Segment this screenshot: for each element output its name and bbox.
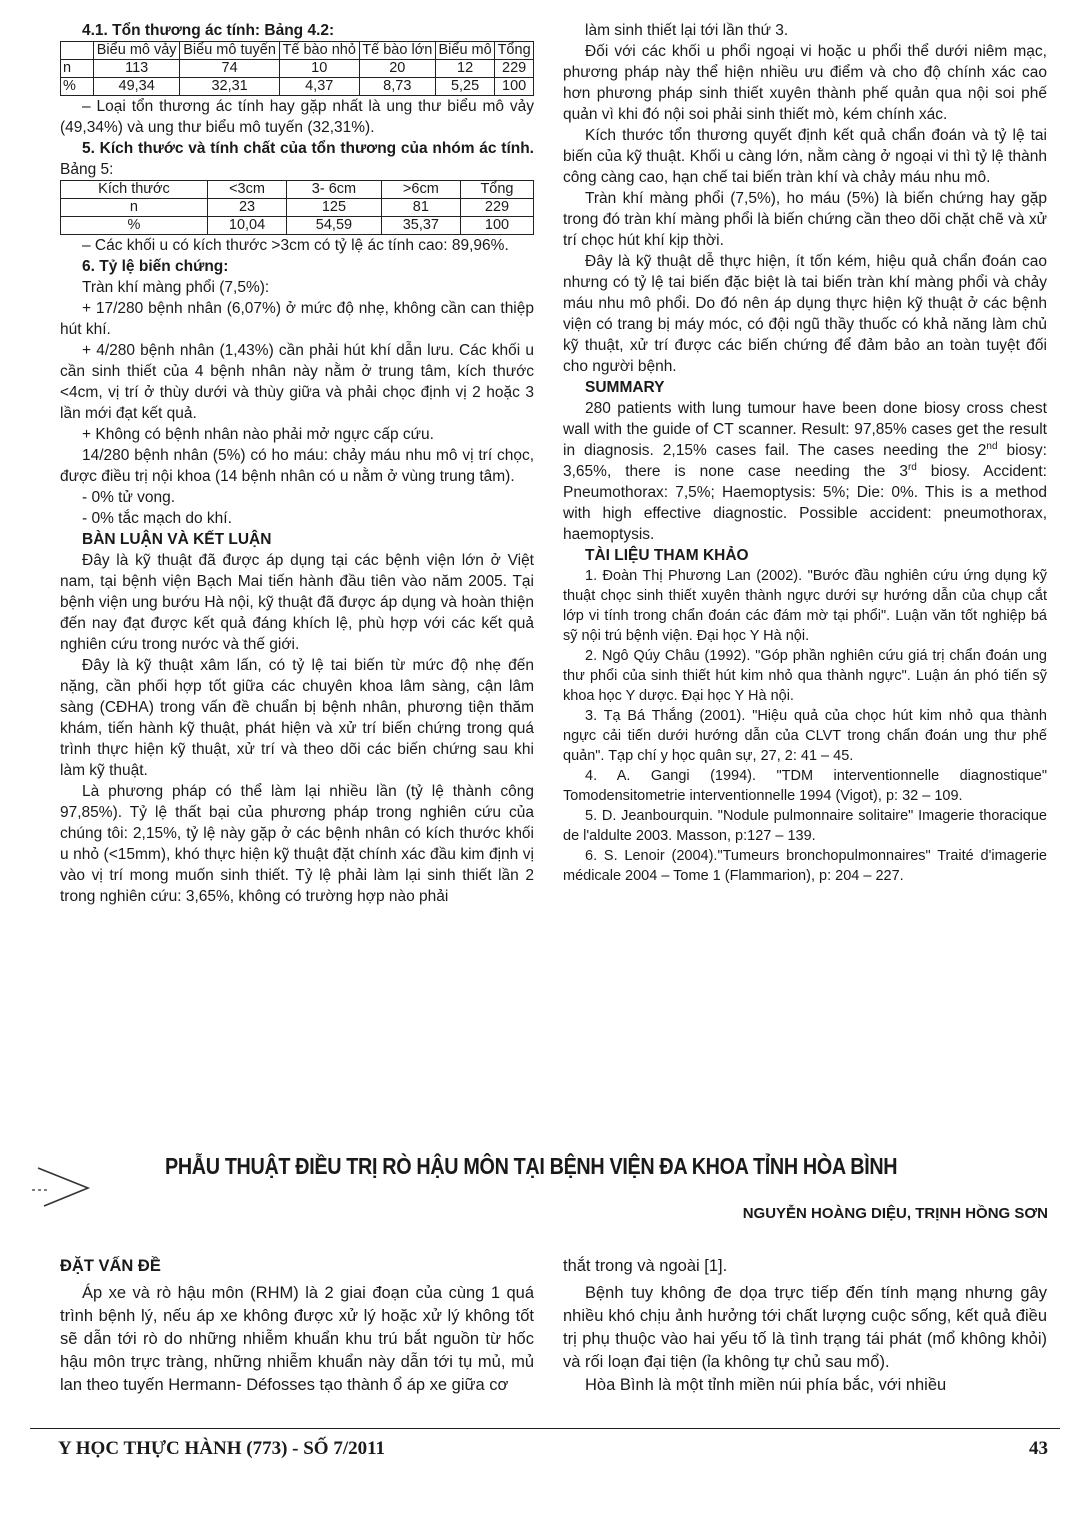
paragraph: Đây là kỹ thuật đã được áp dụng tại các bệnh viện lớn ở Việt nam, tại bệnh viện Bạch Mai tiến hành đầu tiên vào năm 2005. Tại bệnh viện ung bướu Hà nội, kỹ thuật đã được áp dụng và hoàn thiện đến nay đạt được kết quả đáng khích lệ, phù hợp với các kết quả nghiên cứu trong nước và thế giới. <box>60 552 534 653</box>
table-cell: 20 <box>359 60 435 78</box>
paragraph: Đối với các khối u phổi ngoại vi hoặc u phổi thể dưới niêm mạc, phương pháp này thể hiện nhiều ưu điểm và cho độ chính xác cao hơn phương pháp sinh thiết xuyên thành phế quản qua nội soi phế quản vì khi đó nội soi phải sinh thiết mò, kém chính xác. <box>563 43 1047 123</box>
paragraph: – Loại tổn thương ác tính hay gặp nhất là ung thư biểu mô vảy (49,34%) và ung thư biểu mô tuyến (32,31%). <box>60 98 534 136</box>
table-cell: 54,59 <box>287 217 382 235</box>
superscript: nd <box>986 440 998 452</box>
paragraph: + 4/280 bệnh nhân (1,43%) cần phải hút khí dẫn lưu. Các khối u cần sinh thiết của 4 bệnh nhân này nằm ở trung tâm, kích thước <4cm, vị trí ở thùy dưới và thùy giữa và phải chọc định vị 2 hoặc 3 lần mới đạt kết quả. <box>60 342 534 422</box>
table-cell: 32,31 <box>180 78 279 96</box>
table-cell: 3- 6cm <box>287 181 382 199</box>
table-cell: 113 <box>94 60 180 78</box>
paragraph: Tràn khí màng phổi (7,5%): <box>82 279 270 296</box>
table-cell: Biểu mô <box>435 42 494 60</box>
article-title: PHẪU THUẬT ĐIỀU TRỊ RÒ HẬU MÔN TẠI BỆNH VIỆN ĐA KHOA TỈNH HÒA BÌNH <box>165 1153 898 1179</box>
summary-text: biosy. Accident: Pneumothorax: 7,5%; Haemoptysis: 5%; Die: 0%. This is a method with high effective diagnostic. Possible accident: pneumothorax, haemoptysis. <box>563 463 1047 543</box>
table-malignant-types <box>60 41 534 96</box>
table-cell: 229 <box>495 60 534 78</box>
paragraph: + Không có bệnh nhân nào phải mở ngực cấp cứu. <box>82 426 434 443</box>
table-cell: Biểu mô vảy <box>94 42 180 60</box>
paragraph: Đây là kỹ thuật dễ thực hiện, ít tốn kém, hiệu quả chẩn đoán cao nhưng có tỷ lệ tai biến đặc biệt là tai biến tràn khí màng phổi và chảy máu nhu mô phổi. Do đó nên áp dụng thực hiện kỹ thuật ở các bệnh viện có trang bị máy móc, có đội ngũ thầy thuốc có khả năng làm chủ kỹ thuật, xử trí được các biến chứng để đảm bảo an toàn tuyệt đối cho người bệnh. <box>563 253 1047 375</box>
section-heading-4-1: 4.1. Tổn thương ác tính: Bảng 4.2: <box>82 22 335 39</box>
table-cell: 23 <box>207 199 286 217</box>
table-row <box>61 217 534 235</box>
article-right-column <box>563 1255 1047 1397</box>
paragraph: Tràn khí màng phổi (7,5%), ho máu (5%) là biến chứng hay gặp trong đó tràn khí màng phổi là biến chứng cần theo dõi chặt chẽ và xử trí chọc hút khí kịp thời. <box>563 190 1047 249</box>
paragraph: Bệnh tuy không đe dọa trực tiếp đến tính mạng nhưng gây nhiều khó chịu ảnh hưởng tới chất lượng cuộc sống, kết quả điều trị phụ thuộc vào hai yếu tố là tình trạng tái phát (mổ không khỏi) và rối loạn đại tiện (ỉa không tự chủ sau mổ). <box>563 1284 1047 1371</box>
paragraph: - 0% tắc mạch do khí. <box>82 510 232 527</box>
table-cell: 49,34 <box>94 78 180 96</box>
table-cell: 8,73 <box>359 78 435 96</box>
table-cell: 229 <box>460 199 533 217</box>
superscript: rd <box>907 461 917 473</box>
table-cell: >6cm <box>381 181 460 199</box>
table-cell: <3cm <box>207 181 286 199</box>
summary-paragraph <box>563 398 1047 545</box>
paragraph: Hòa Bình là một tỉnh miền núi phía bắc, với nhiều <box>585 1376 947 1394</box>
page-number: 43 <box>1029 1438 1048 1459</box>
paragraph: - 0% tử vong. <box>82 489 176 506</box>
table-row <box>61 78 534 96</box>
table-cell: Kích thước <box>61 181 208 199</box>
paragraph: + 17/280 bệnh nhân (6,07%) ở mức độ nhẹ, không cần can thiệp hút khí. <box>60 300 534 338</box>
section-heading-5: 5. Kích thước và tính chất của tổn thương của nhóm ác tính. <box>82 140 534 157</box>
paragraph: 14/280 bệnh nhân (5%) có ho máu: chảy máu nhu mô vị trí chọc, được điều trị nội khoa (14 bệnh nhân có u nằm ở vùng trung tâm). <box>60 447 534 485</box>
table-cell: 12 <box>435 60 494 78</box>
table-caption: Bảng 5: <box>60 161 114 178</box>
section-heading-summary: SUMMARY <box>585 379 665 396</box>
reference-item: 6. S. Lenoir (2004)."Tumeurs bronchopulmonnaires" Traité d'imagerie médicale 2004 – Tome 1 (Flammarion), p: 204 – 227. <box>563 848 1047 884</box>
paragraph: – Các khối u có kích thước >3cm có tỷ lệ ác tính cao: 89,96%. <box>82 237 509 254</box>
table-cell: Tổng <box>495 42 534 60</box>
table-cell: Biểu mô tuyến <box>180 42 279 60</box>
table-cell: 81 <box>381 199 460 217</box>
table-cell: % <box>61 78 94 96</box>
article-left-column <box>60 1255 534 1397</box>
reference-item: 1. Đoàn Thị Phương Lan (2002). "Bước đầu nghiên cứu ứng dụng kỹ thuật chọc sinh thiết xuyên thành ngực dưới sự hướng dẫn của chụp cắt lớp vi tính trong chẩn đoán các đám mờ tại phổi". Luận văn tốt nghiệp bá sỹ nội trú bệnh viện. Đại học Y Hà nội. <box>563 568 1047 644</box>
table-header-row <box>61 181 534 199</box>
footer-divider <box>30 1428 1060 1429</box>
article-authors: NGUYỄN HOÀNG DIỆU, TRỊNH HỒNG SƠN <box>742 1205 1048 1222</box>
paragraph: Áp xe và rò hậu môn (RHM) là 2 giai đoạn của cùng 1 quá trình bệnh lý, nếu áp xe không được xử lý hoặc xử lý không tốt sẽ dẫn tới rò do những nhiễm khuẩn khu trú bắt nguồn từ hốc hậu môn trực tràng, những nhiễm khuẩn này dẫn tới tụ mủ, mủ lan theo tuyến Hermann- Défosses tạo thành ổ áp xe giữa cơ <box>60 1284 534 1394</box>
table-cell: Tế bào nhỏ <box>279 42 359 60</box>
table-cell: 125 <box>287 199 382 217</box>
table-cell <box>61 42 94 60</box>
table-cell: 4,37 <box>279 78 359 96</box>
table-cell: 10,04 <box>207 217 286 235</box>
paragraph: Là phương pháp có thể làm lại nhiều lần (tỷ lệ thành công 97,85%). Tỷ lệ thất bại của phương pháp trong nghiên cứu của chúng tôi: 2,15%, tỷ lệ này gặp ở các bệnh nhân có kích thước khối u nhỏ (<15mm), khó thực hiện kỹ thuật đặt chính xác đầu kim định vị vào vị trí mong muốn sinh thiết. Tỷ lệ phải làm lại sinh thiết lần 2 trong nghiên cứu: 3,65%, không có trường hợp nào phải <box>60 783 534 905</box>
reference-item: 4. A. Gangi (1994). "TDM interventionnelle diagnostique" Tomodensitometrie interventionnelle 1994 (Vigot), p: 32 – 109. <box>563 768 1047 804</box>
table-cell: 100 <box>460 217 533 235</box>
table-cell: 74 <box>180 60 279 78</box>
paragraph: Kích thước tổn thương quyết định kết quả chẩn đoán và tỷ lệ tai biến của kỹ thuật. Khối u càng lớn, nằm càng ở ngoại vi thì tỷ lệ thành công càng cao, hạn chế tai biến tràn khí và chảy máu nhu mô. <box>563 127 1047 186</box>
table-row <box>61 199 534 217</box>
table-cell: n <box>61 60 94 78</box>
left-column <box>60 20 534 907</box>
table-cell: 10 <box>279 60 359 78</box>
paragraph: làm sinh thiết lại tới lần thứ 3. <box>585 22 789 39</box>
table-cell: 5,25 <box>435 78 494 96</box>
table-cell: Tổng <box>460 181 533 199</box>
section-heading-discussion: BÀN LUẬN VÀ KẾT LUẬN <box>82 531 272 548</box>
reference-item: 5. D. Jeanbourquin. "Nodule pulmonnaire solitaire" Imagerie thoracique de l'aldulte 2003. Masson, p:127 – 139. <box>563 808 1047 844</box>
paragraph: thắt trong và ngoài [1]. <box>563 1257 728 1275</box>
arrow-icon <box>30 1160 100 1210</box>
summary-text: biosy: 3,65%, there is none case needing the 3 <box>563 442 1047 480</box>
table-cell: 100 <box>495 78 534 96</box>
table-cell: 35,37 <box>381 217 460 235</box>
paragraph: Đây là kỹ thuật xâm lấn, có tỷ lệ tai biến từ mức độ nhẹ đến nặng, cần phối hợp tốt giữa các chuyên khoa lâm sàng, cận lâm sàng (CĐHA) trong vấn đề chuẩn bị bệnh nhân, phương tiện thăm khám, tiến hành kỹ thuật, phát hiện và xử trí biến chứng trong quá trình thực hiện kỹ thuật, xử trí và theo dõi các biến chứng sau khi làm kỹ thuật. <box>60 657 534 779</box>
journal-name: Y HỌC THỰC HÀNH (773) - SỐ 7/2011 <box>58 1438 386 1459</box>
table-cell: n <box>61 199 208 217</box>
reference-list <box>563 566 1047 886</box>
table-cell: % <box>61 217 208 235</box>
section-heading-references: TÀI LIỆU THAM KHẢO <box>585 547 749 564</box>
table-row <box>61 60 534 78</box>
right-column <box>563 20 1047 886</box>
section-heading-6: 6. Tỷ lệ biến chứng: <box>82 258 229 275</box>
summary-text: 280 patients with lung tumour have been done biosy cross chest wall with the guide of CT scanner. Result: 97,85% cases get the result in diagnosis. 2,15% cases fail. The cases needing the 2 <box>563 400 1047 459</box>
table-header-row <box>61 42 534 60</box>
table-lesion-size <box>60 180 534 235</box>
reference-item: 2. Ngô Qúy Châu (1992). "Góp phần nghiên cứu giá trị chẩn đoán ung thư phổi của sinh thiết hút kim nhỏ qua thành ngực". Luận án phó tiến sỹ khoa học Y dược. Đại học Y Hà nội. <box>563 648 1047 704</box>
reference-item: 3. Tạ Bá Thắng (2001). "Hiệu quả của chọc hút kim nhỏ qua thành ngực cải tiến dưới hướng dẫn của CLVT trong chẩn đoán ung thư phế quản". Tạp chí y học quân sự, 27, 2: 41 – 45. <box>563 708 1047 764</box>
section-heading-intro: ĐẶT VẤN ĐỀ <box>60 1257 161 1275</box>
table-cell: Tế bào lớn <box>359 42 435 60</box>
